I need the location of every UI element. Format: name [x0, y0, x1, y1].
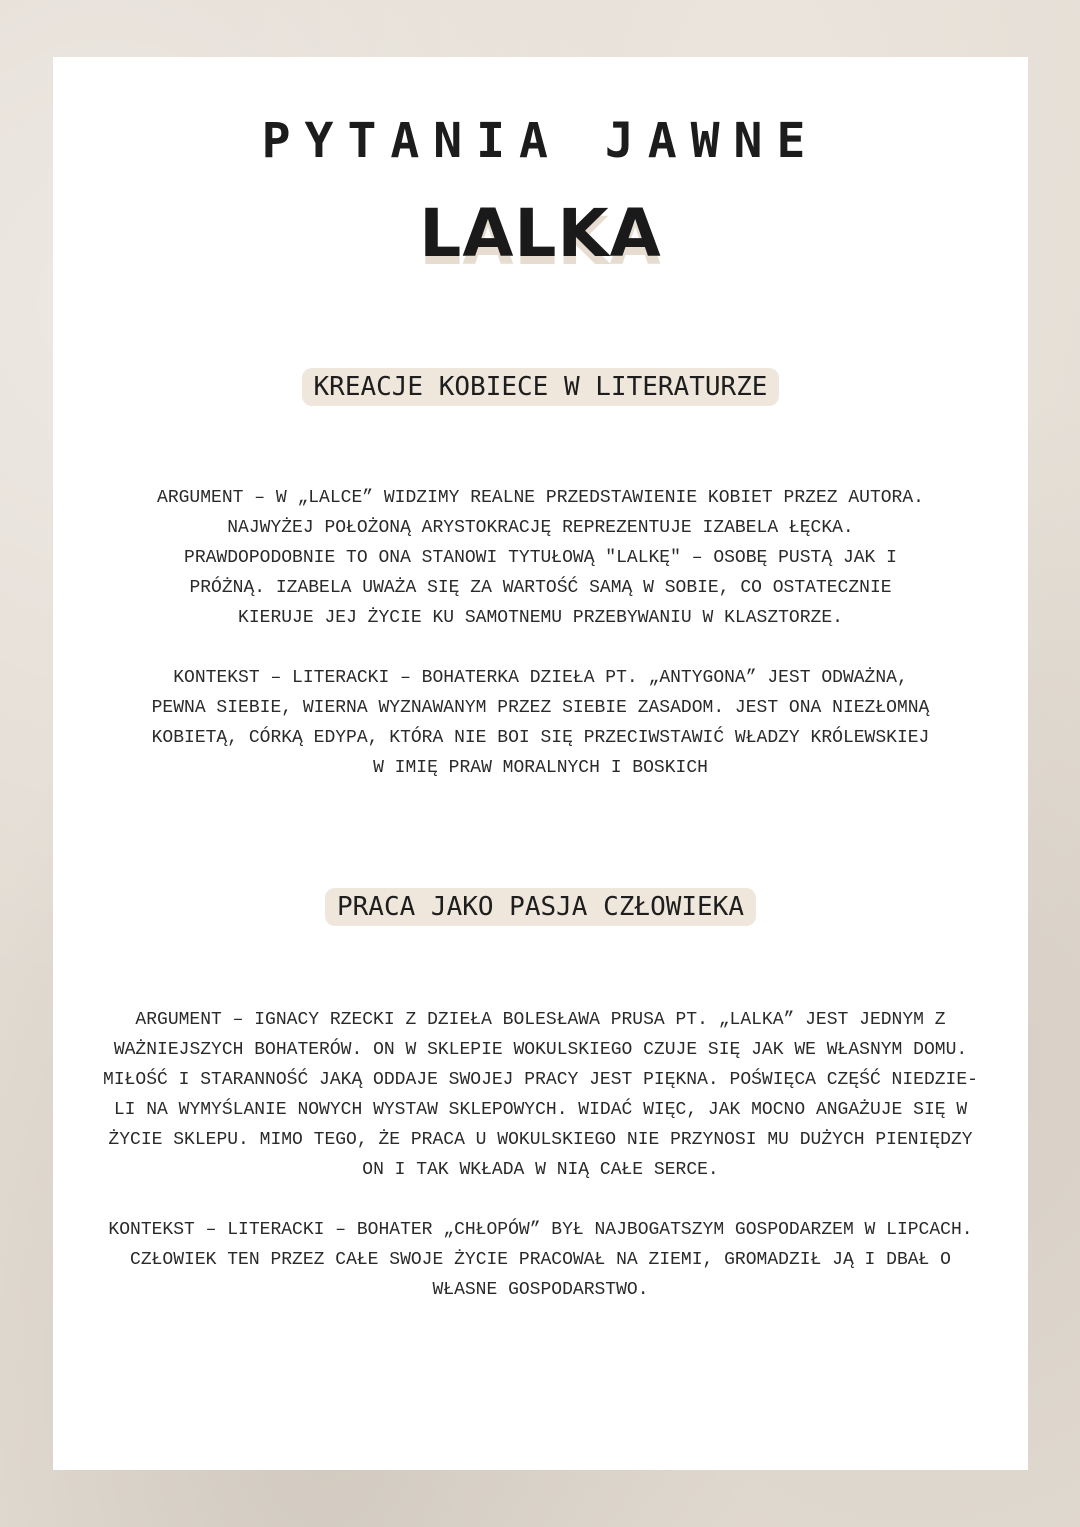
- text-line: NAJWYŻEJ POŁOŻONĄ ARYSTOKRACJĘ REPREZENTUJE IZABELA ŁĘCKA.: [227, 518, 854, 538]
- text-line: MIŁOŚĆ I STARANNOŚĆ JAKĄ ODDAJE SWOJEJ PRACY JEST PIĘKNA. POŚWIĘCA CZĘŚĆ NIEDZIE-: [103, 1070, 978, 1090]
- text-line: PRÓŻNĄ. IZABELA UWAŻA SIĘ ZA WARTOŚĆ SAMĄ W SOBIE, CO OSTATECZNIE: [189, 578, 892, 598]
- text-line: CZŁOWIEK TEN PRZEZ CAŁE SWOJE ŻYCIE PRACOWAŁ NA ZIEMI, GROMADZIŁ JĄ I DBAŁ O: [130, 1250, 951, 1270]
- text-line: WAŻNIEJSZYCH BOHATERÓW. ON W SKLEPIE WOKULSKIEGO CZUJE SIĘ JAK WE WŁASNYM DOMU.: [113, 1040, 968, 1060]
- text-line: ARGUMENT – IGNACY RZECKI Z DZIEŁA BOLESŁAWA PRUSA PT. „LALKA” JEST JEDNYM Z: [135, 1010, 946, 1030]
- text-line: PEWNA SIEBIE, WIERNA WYZNAWANYM PRZEZ SIEBIE ZASADOM. JEST ONA NIEZŁOMNĄ: [151, 698, 930, 718]
- text-line: WŁASNE GOSPODARSTWO.: [432, 1280, 649, 1300]
- page-subtitle: LALKA: [419, 195, 662, 272]
- page-title: PYTANIA JAWNE: [261, 113, 820, 169]
- section-2-heading: PRACA JAKO PASJA CZŁOWIEKA: [325, 888, 756, 926]
- text-line: ON I TAK WKŁADA W NIĄ CAŁE SERCE.: [362, 1160, 719, 1180]
- text-line: ŻYCIE SKLEPU. MIMO TEGO, ŻE PRACA U WOKULSKIEGO NIE PRZYNOSI MU DUŻYCH PIENIĘDZY: [108, 1130, 973, 1150]
- text-line: LI NA WYMYŚLANIE NOWYCH WYSTAW SKLEPOWYCH. WIDAĆ WIĘC, JAK MOCNO ANGAŻUJE SIĘ W: [113, 1100, 968, 1120]
- section-1-argument: [53, 483, 1028, 633]
- section-2-context: [53, 1215, 1028, 1305]
- text-line: ARGUMENT – W „LALCE” WIDZIMY REALNE PRZEDSTAWIENIE KOBIET PRZEZ AUTORA.: [157, 488, 924, 508]
- section-2-argument: [53, 1005, 1028, 1185]
- document-sheet: [53, 57, 1028, 1470]
- section-1-heading: KREACJE KOBIECE W LITERATURZE: [302, 368, 780, 406]
- text-line: KIERUJE JEJ ŻYCIE KU SAMOTNEMU PRZEBYWANIU W KLASZTORZE.: [238, 608, 843, 628]
- text-line: KONTEKST – LITERACKI – BOHATER „CHŁOPÓW” BYŁ NAJBOGATSZYM GOSPODARZEM W LIPCACH.: [108, 1220, 973, 1240]
- section-1-heading-box: [53, 368, 1028, 406]
- text-line: W IMIĘ PRAW MORALNYCH I BOSKICH: [373, 758, 708, 778]
- text-line: PRAWDOPODOBNIE TO ONA STANOWI TYTUŁOWĄ "LALKĘ" – OSOBĘ PUSTĄ JAK I: [184, 548, 897, 568]
- section-2-heading-box: [53, 888, 1028, 926]
- text-line: KOBIETĄ, CÓRKĄ EDYPA, KTÓRA NIE BOI SIĘ PRZECIWSTAWIĆ WŁADZY KRÓLEWSKIEJ: [151, 728, 930, 748]
- section-1-context: [53, 663, 1028, 783]
- text-line: KONTEKST – LITERACKI – BOHATERKA DZIEŁA PT. „ANTYGONA” JEST ODWAŻNA,: [173, 668, 908, 688]
